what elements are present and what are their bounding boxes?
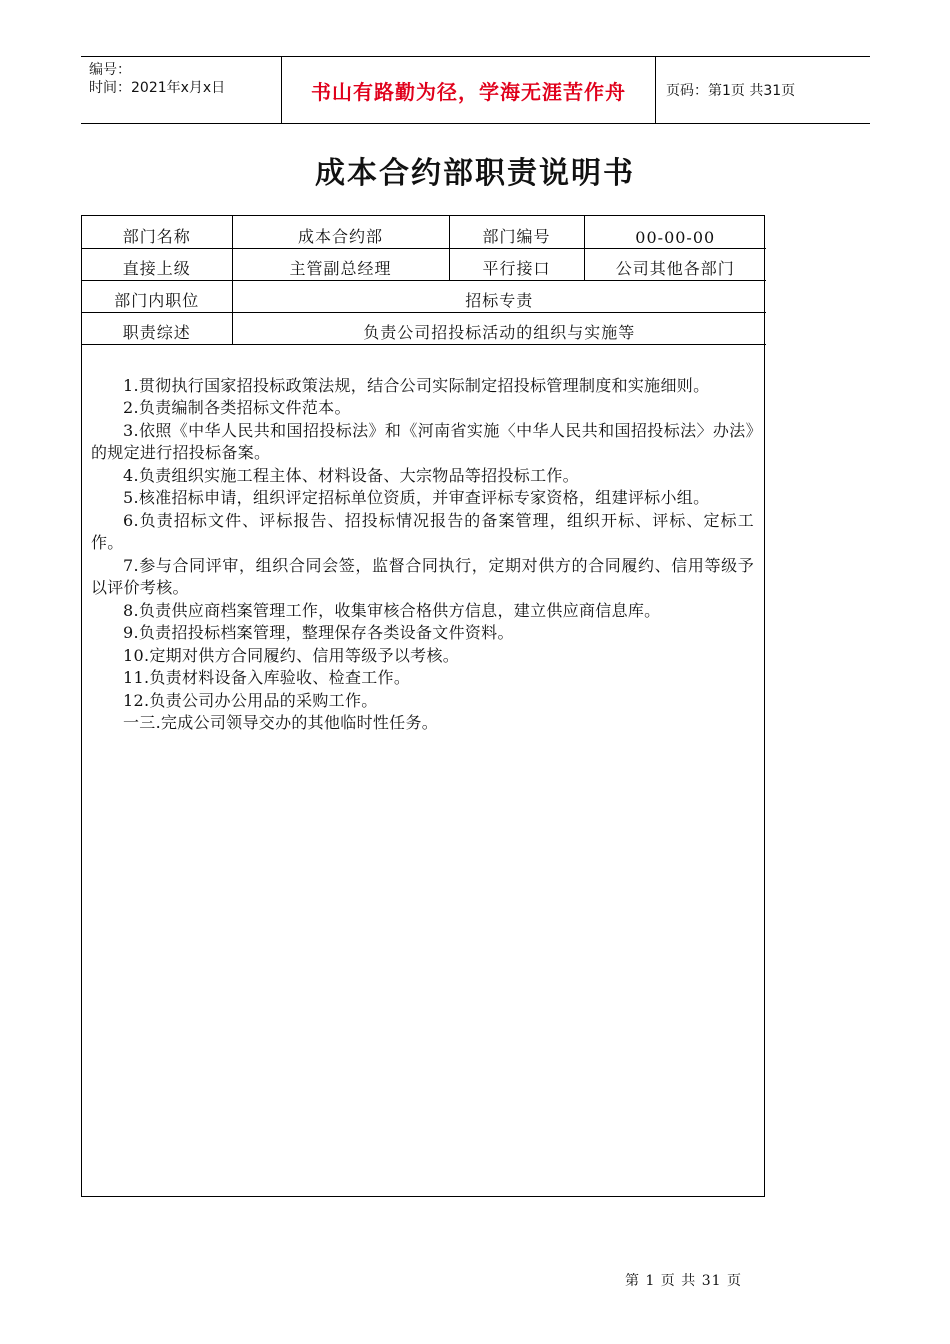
duty-item: 2.负责编制各类招标文件范本。 — [123, 398, 351, 417]
parallel-value: 公司其他各部门 — [584, 248, 766, 280]
document-header — [81, 56, 870, 124]
time-label: 时间：2021年x月x日 — [89, 80, 226, 96]
dept-name-value: 成本合约部 — [232, 216, 449, 248]
number-label: 编号： — [89, 62, 131, 78]
dept-name-label: 部门名称 — [82, 216, 232, 248]
duty-item: 7.参与合同评审，组织合同会签，监督合同执行，定期对供方的合同履约、信用等级予以评价考核。 — [91, 555, 754, 597]
table-row — [82, 280, 766, 312]
summary-value: 负责公司招投标活动的组织与实施等 — [232, 312, 766, 344]
header-motto: 书山有路勤为径，学海无涯苦作舟 — [311, 79, 626, 104]
table-row — [82, 312, 766, 344]
table-row — [82, 248, 766, 280]
summary-label: 职责综述 — [82, 312, 232, 344]
duty-item: 11.负责材料设备入库验收、检查工作。 — [123, 668, 411, 687]
department-info-table — [82, 216, 766, 345]
duty-item: 1.贯彻执行国家招投标政策法规，结合公司实际制定招投标管理制度和实施细则。 — [123, 375, 710, 395]
page-title: 成本合约部职责说明书 — [315, 156, 635, 191]
header-page-code-cell — [656, 57, 870, 123]
duty-item: 8.负责供应商档案管理工作，收集审核合格供方信息，建立供应商信息库。 — [123, 600, 661, 620]
responsibility-form — [81, 215, 765, 1197]
duty-item: 6.负责招标文件、评标报告、招投标情况报告的备案管理，组织开标、评标、定标工作。 — [91, 510, 754, 552]
table-row — [82, 216, 766, 248]
duty-item: 10.定期对供方合同履约、信用等级予以考核。 — [123, 645, 460, 665]
page-footer: 第 1 页 共 31 页 — [625, 1273, 742, 1289]
duties-list — [82, 345, 764, 735]
page-code: 页码：第1页 共31页 — [666, 83, 796, 99]
duty-item: 3.依照《中华人民共和国招投标法》和《河南省实施〈中华人民共和国招投标法〉办法》的规定进行招投标备案。 — [91, 420, 754, 462]
positions-value: 招标专责 — [232, 280, 766, 312]
positions-label: 部门内职位 — [82, 280, 232, 312]
duty-item: 一三.完成公司领导交办的其他临时性任务。 — [123, 713, 439, 732]
duty-item: 4.负责组织实施工程主体、材料设备、大宗物品等招投标工作。 — [123, 465, 579, 485]
superior-value: 主管副总经理 — [232, 248, 449, 280]
duty-item: 9.负责招投标档案管理，整理保存各类设备文件资料。 — [123, 623, 514, 642]
duty-item: 5.核准招标申请，组织评定招标单位资质，并审查评标专家资格，组建评标小组。 — [123, 488, 710, 507]
superior-label: 直接上级 — [82, 248, 232, 280]
dept-code-value: 00-00-00 — [584, 216, 766, 248]
duty-item: 12.负责公司办公用品的采购工作。 — [123, 690, 378, 710]
dept-code-label: 部门编号 — [449, 216, 584, 248]
header-meta — [81, 57, 282, 123]
parallel-label: 平行接口 — [449, 248, 584, 280]
header-motto-cell — [282, 57, 656, 123]
